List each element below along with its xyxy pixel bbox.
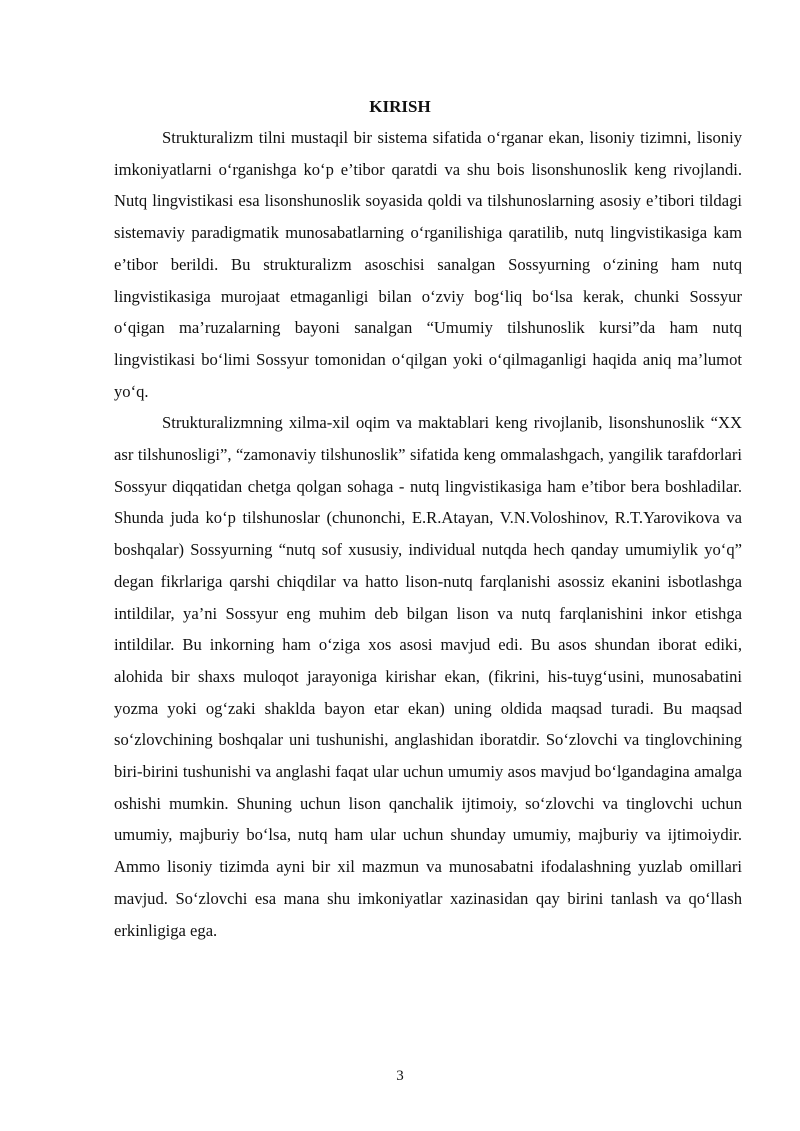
paragraph-2: Strukturalizmning xilma-xil oqim va maktablari keng rivojlanib, lisonshunoslik “XX asr tilshunosligi”, “zamonaviy tilshunoslik” sifatida keng ommalashgach, yangilik tarafdorlari Sossyur diqqatidan chetga qolgan sohaga - nutq lingvistikasiga ham e’tibor bera boshladilar. Shunda juda ko‘p tilshunoslar (chunonchi, E.R.Atayan, V.N.Voloshinov, R.T.Yarovikova va boshqalar) Sossyurning “nutq sof xususiy, individual nutqda hech qanday umumiylik yo‘q” degan fikrlariga qarshi chiqdilar va hatto lison-nutq farqlanishi asossiz ekanini isbotlashga intildilar, ya’ni Sossyur eng muhim deb bilgan lison va nutq farqlanishini inkor etishga intildilar. Bu inkorning ham o‘ziga xos asosi mavjud edi. Bu asos shundan iborat ediki, alohida bir shaxs muloqot jarayoniga kirishar ekan, (fikrini, his-tuyg‘usini, munosabatini yozma yoki og‘zaki shaklda bayon etar ekan) uning oldida maqsad turadi. Bu maqsad so‘zlovchining boshqalar uni tushunishi, anglashidan iboratdir. So‘zlovchi va tinglovchining biri-birini tushunishi va anglashi faqat ular uchun umumiy asos mavjud bo‘lgandagina amalga oshishi mumkin. Shuning uchun lison qanchalik ijtimoiy, so‘zlovchi va tinglovchi uchun umumiy, majburiy bo‘lsa, nutq ham ular uchun shunday umumiy, majburiy va ijtimoiydir. Ammo lisoniy tizimda ayni bir xil mazmun va munosabatni ifodalashning yuzlab omillari mavjud. So‘zlovchi esa mana shu imkoniyatlar xazinasidan qay birini tanlash va qo‘llash erkinligiga ega. [114, 413, 742, 940]
section-title: KIRISH [369, 97, 431, 116]
body-text [114, 122, 742, 946]
paragraph-1: Strukturalizm tilni mustaqil bir sistema sifatida o‘rganar ekan, lisoniy tizimni, lisoniy imkoniyatlarni o‘rganishga ko‘p e’tibor qaratdi va shu bois lisonshunoslik keng rivojlandi. Nutq lingvistikasi esa lisonshunoslik soyasida qoldi va tilshunoslarning asosiy e’tibori tildagi sistemaviy paradigmatik munosabatlarning o‘rganilishiga qaratilib, nutq lingvistikasiga kam e’tibor berildi. Bu strukturalizm asoschisi sanalgan Sossyurning o‘zining ham nutq lingvistikasiga murojaat etmaganligi bilan o‘zviy bog‘liq bo‘lsa kerak, chunki Sossyur o‘qigan ma’ruzalarning bayoni sanalgan “Umumiy tilshunoslik kursi”da ham nutq lingvistikasi bo‘limi Sossyur tomonidan o‘qilgan yoki o‘qilmaganligi haqida aniq ma’lumot yo‘q. [114, 128, 742, 401]
page-number: 3 [396, 1068, 404, 1084]
